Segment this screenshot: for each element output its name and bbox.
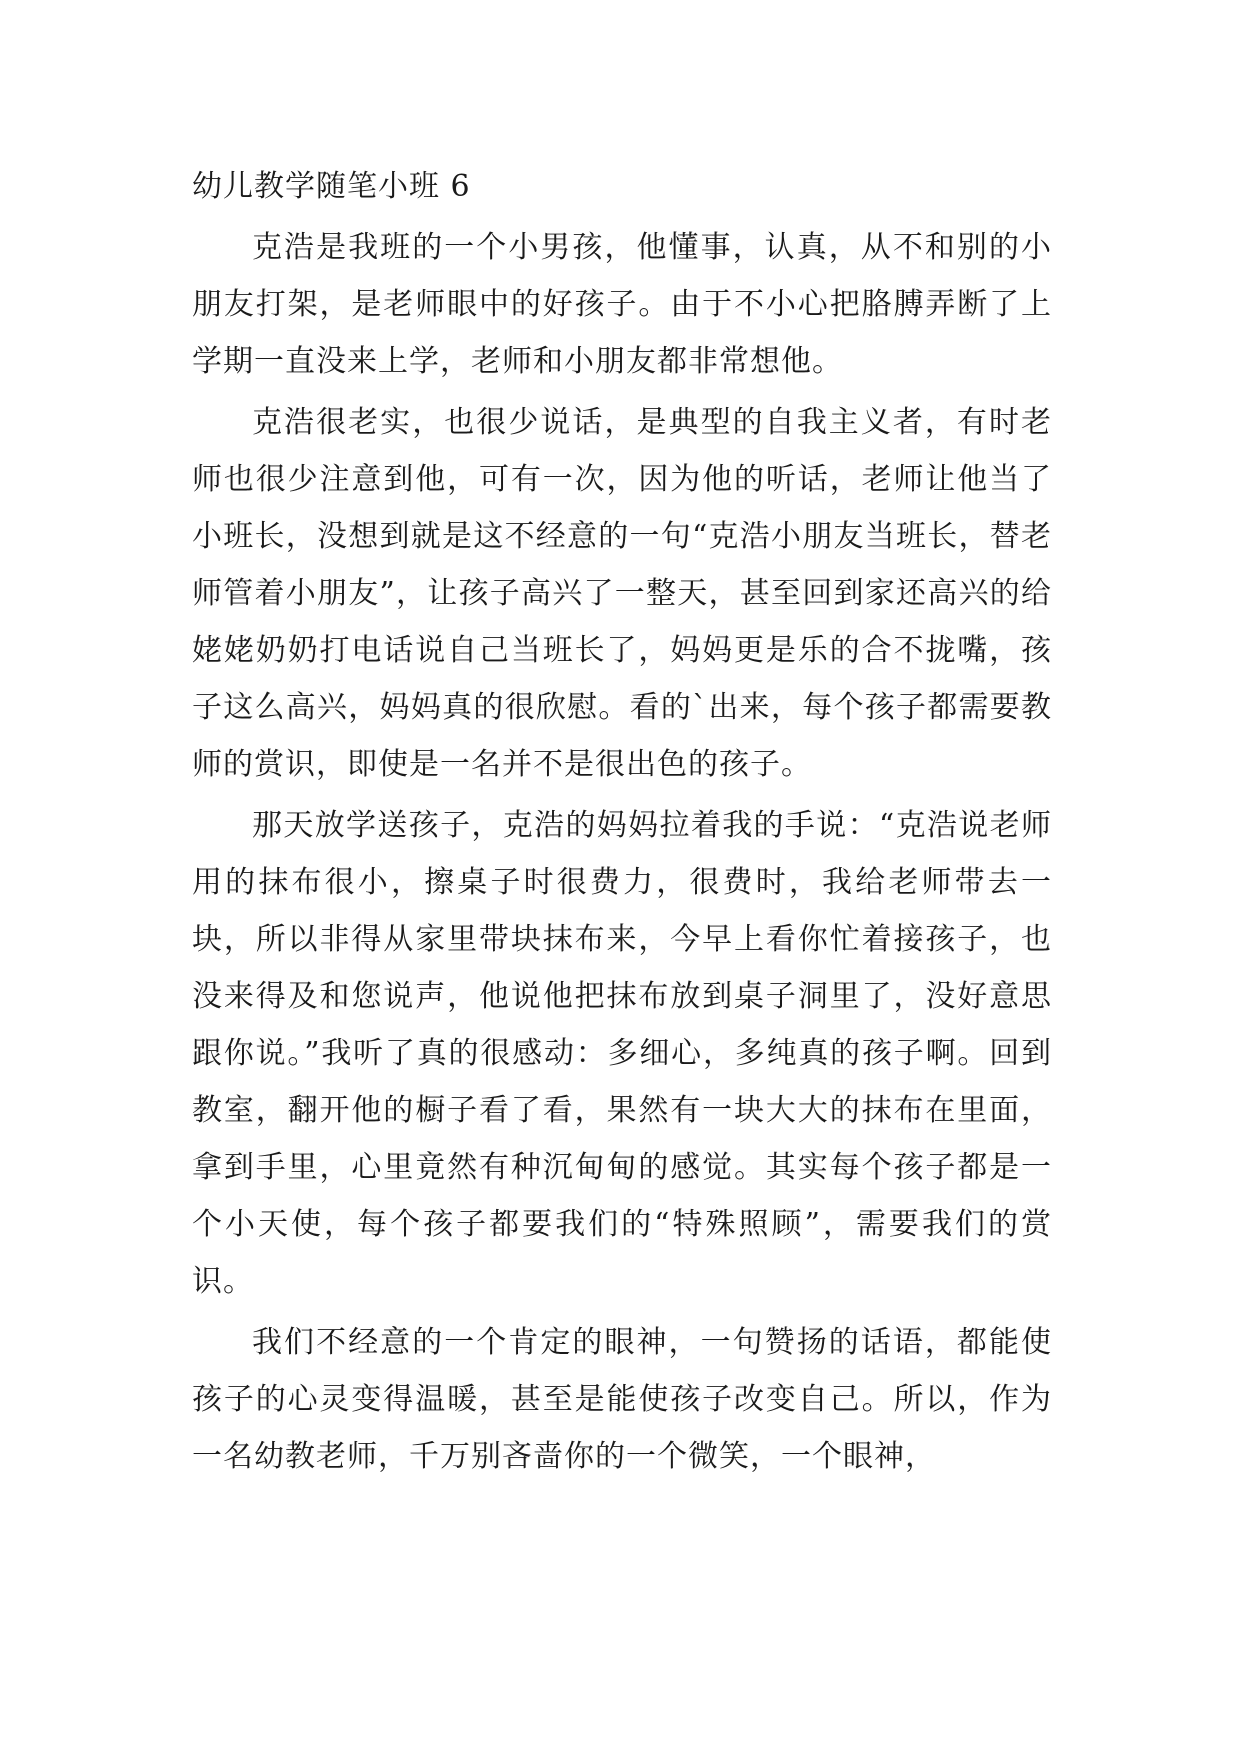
paragraph-2: 克浩很老实，也很少说话，是典型的自我主义者，有时老师也很少注意到他，可有一次，因为他的听话，老师让他当了小班长，没想到就是这不经意的一句“克浩小朋友当班长，替老师管着小朋友”，让孩子高兴了一整天，甚至回到家还高兴的给姥姥奶奶打电话说自己当班长了，妈妈更是乐的合不拢嘴，孩子这么高兴，妈妈真的很欣慰。看的`出来，每个孩子都需要教师的赏识，即使是一名并不是很出色的孩子。 <box>192 405 1052 782</box>
document-title: 幼儿教学随笔小班 6 <box>192 169 471 204</box>
document-body <box>192 158 1052 1489</box>
paragraph-4: 我们不经意的一个肯定的眼神，一句赞扬的话语，都能使孩子的心灵变得温暖，甚至是能使孩子改变自己。所以，作为一名幼教老师，千万别吝啬你的一个微笑，一个眼神， <box>192 1325 1052 1474</box>
paragraph-3: 那天放学送孩子，克浩的妈妈拉着我的手说：“克浩说老师用的抹布很小，擦桌子时很费力，很费时，我给老师带去一块，所以非得从家里带块抹布来，今早上看你忙着接孩子，也没来得及和您说声，他说他把抹布放到桌子洞里了，没好意思跟你说。”我听了真的很感动：多细心，多纯真的孩子啊。回到教室，翻开他的橱子看了看，果然有一块大大的抹布在里面，拿到手里，心里竟然有种沉甸甸的感觉。其实每个孩子都是一个小天使，每个孩子都要我们的“特殊照顾”，需要我们的赏识。 <box>192 808 1052 1299</box>
paragraph-1: 克浩是我班的一个小男孩，他懂事，认真，从不和别的小朋友打架，是老师眼中的好孩子。由于不小心把胳膊弄断了上学期一直没来上学，老师和小朋友都非常想他。 <box>192 230 1052 379</box>
